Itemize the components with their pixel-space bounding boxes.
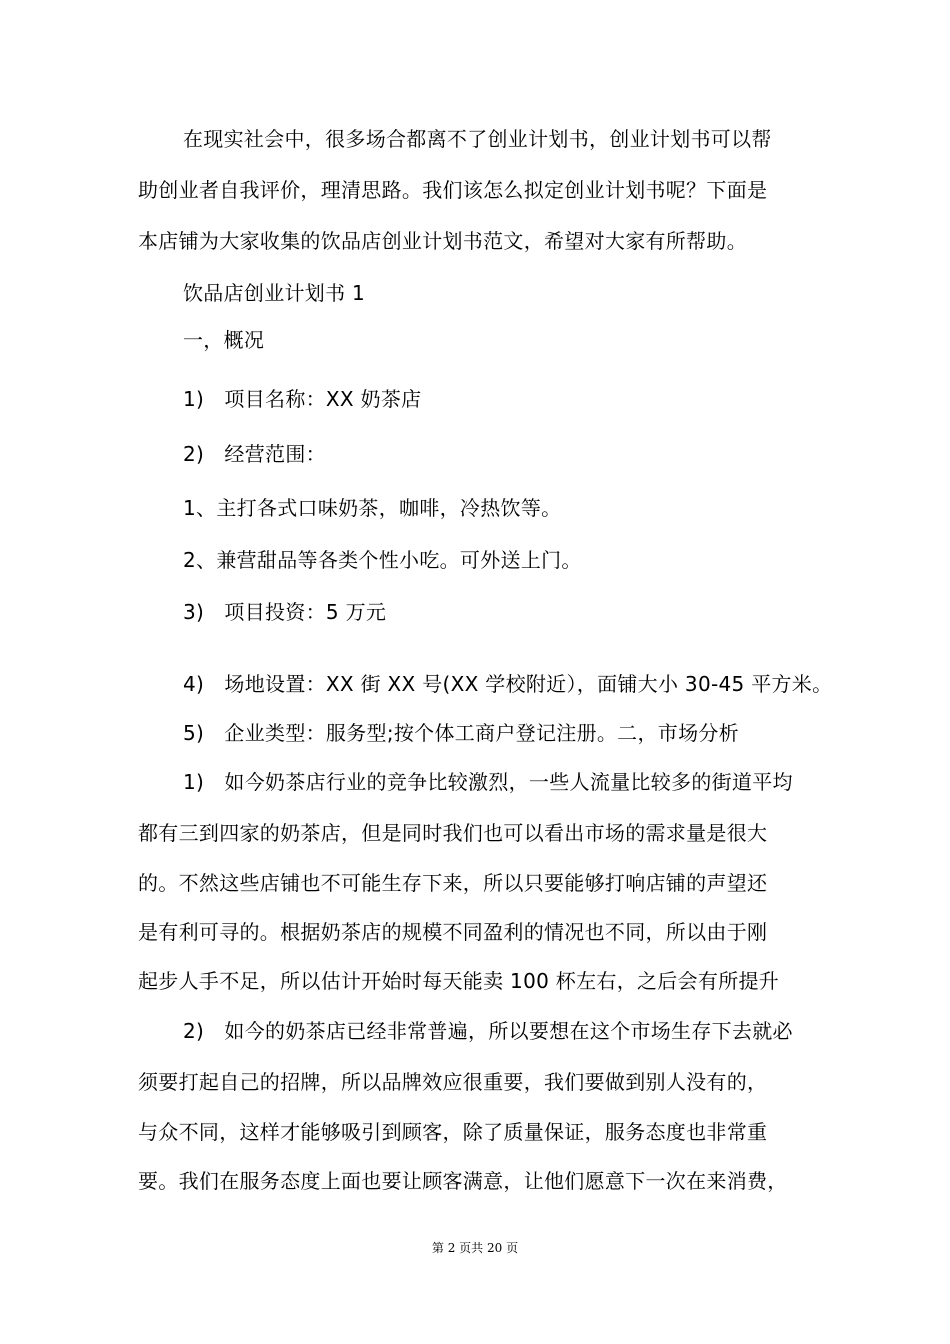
list-item: 4) 场地设置：XX 街 XX 号(XX 学校附近），面铺大小 30-45 平方米。 <box>183 672 833 696</box>
list-item: 2) 经营范围： <box>183 442 326 466</box>
list-item: 3) 项目投资：5 万元 <box>183 600 387 624</box>
list-item: 1) 项目名称：XX 奶茶店 <box>183 387 422 411</box>
heading: 一，概况 <box>183 328 265 352</box>
paragraph-line: 要。我们在服务态度上面也要让顾客满意，让他们愿意下一次在来消费， <box>138 1169 788 1193</box>
paragraph-line: 是有利可寻的。根据奶茶店的规模不同盈利的情况也不同，所以由于刚 <box>138 920 768 944</box>
list-item: 5) 企业类型：服务型;按个体工商户登记注册。二，市场分析 <box>183 721 739 745</box>
page-footer: 第 2 页共 20 页 <box>431 1241 519 1255</box>
section-title: 饮品店创业计划书 1 <box>183 281 366 305</box>
paragraph-line: 2) 如今的奶茶店已经非常普遍，所以要想在这个市场生存下去就必 <box>183 1019 793 1043</box>
paragraph-line: 1) 如今奶茶店行业的竞争比较激烈，一些人流量比较多的街道平均 <box>183 770 793 794</box>
list-item: 1、主打各式口味奶茶，咖啡，冷热饮等。 <box>183 496 562 520</box>
paragraph-line: 的。不然这些店铺也不可能生存下来，所以只要能够打响店铺的声望还 <box>138 871 768 895</box>
paragraph-line: 在现实社会中，很多场合都离不了创业计划书，创业计划书可以帮 <box>183 127 772 151</box>
paragraph-line: 助创业者自我评价，理清思路。我们该怎么拟定创业计划书呢？下面是 <box>138 178 768 202</box>
paragraph-line: 本店铺为大家收集的饮品店创业计划书范文，希望对大家有所帮助。 <box>138 229 747 253</box>
list-item: 2、兼营甜品等各类个性小吃。可外送上门。 <box>183 548 582 572</box>
paragraph-line: 都有三到四家的奶茶店，但是同时我们也可以看出市场的需求量是很大 <box>138 821 768 845</box>
paragraph-line: 须要打起自己的招牌，所以品牌效应很重要，我们要做到别人没有的， <box>138 1070 768 1094</box>
paragraph-line: 起步人手不足，所以估计开始时每天能卖 100 杯左右，之后会有所提升 <box>138 969 780 993</box>
paragraph-line: 与众不同，这样才能够吸引到顾客，除了质量保证，服务态度也非常重 <box>138 1120 768 1144</box>
